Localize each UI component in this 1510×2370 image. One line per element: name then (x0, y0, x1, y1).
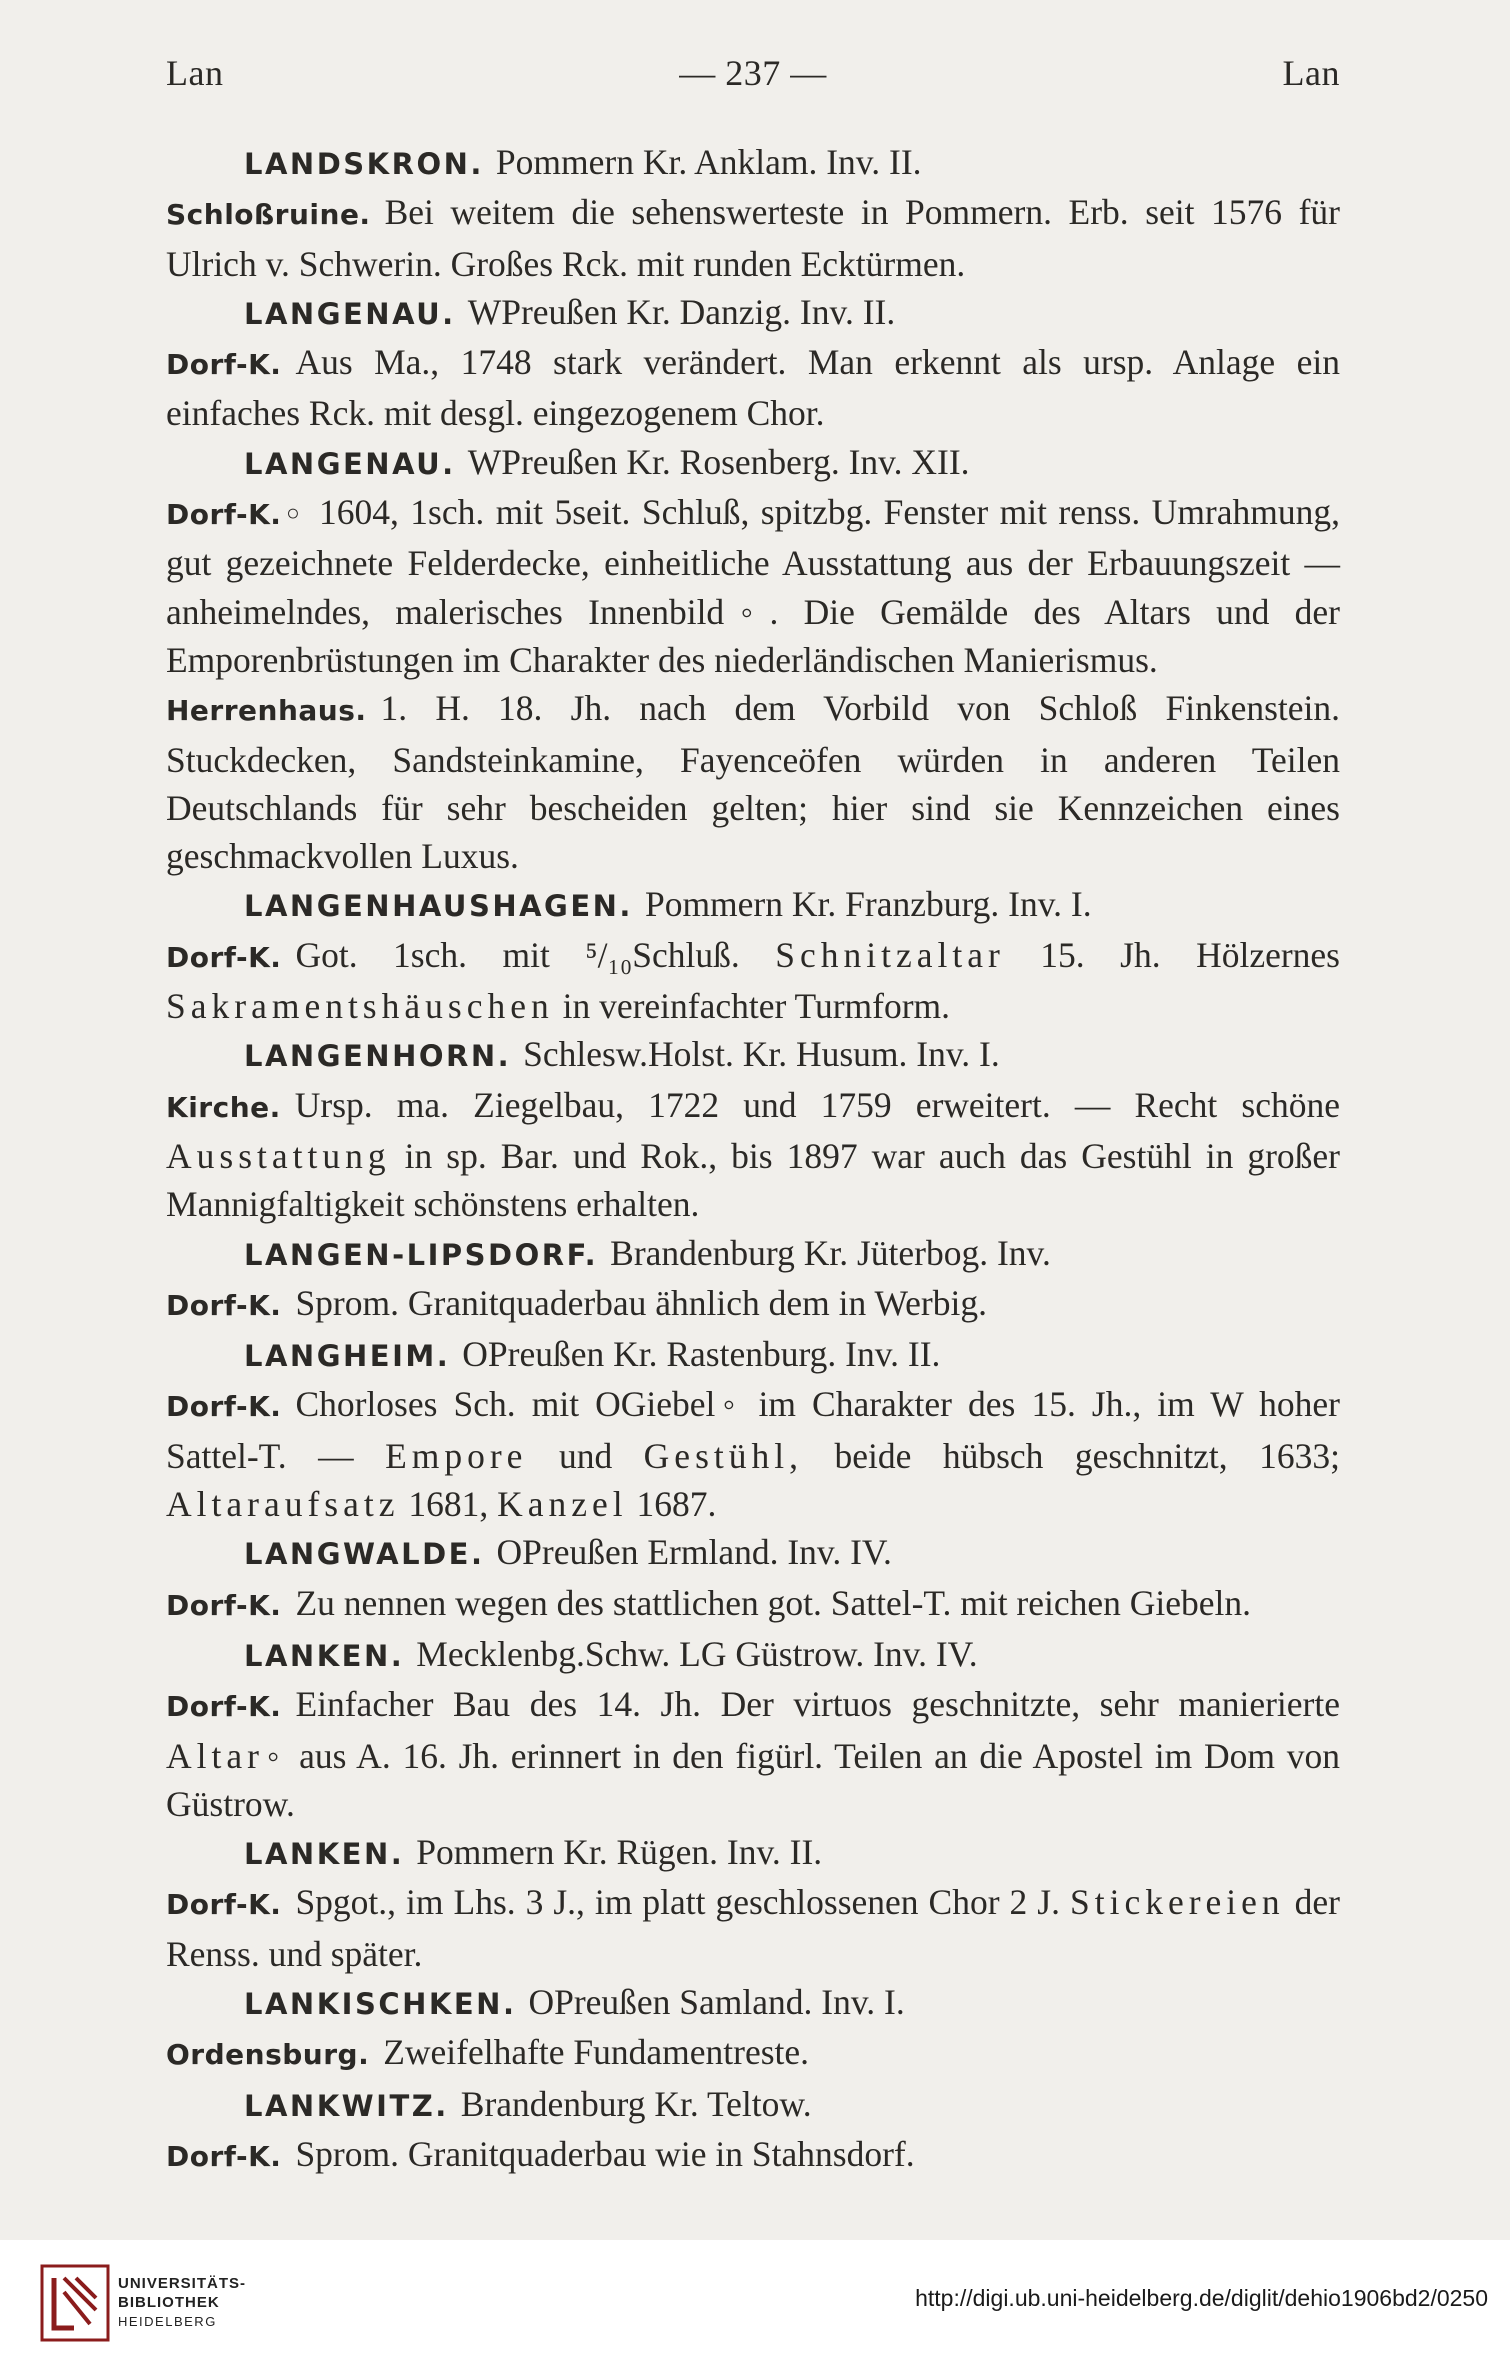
entry-text: 1. H. 18. Jh. nach dem Vorbild von Schloß Finkenstein. Stuckdecken, Sandsteinkamine, Fayenceöfen würden in anderen Teilen Deutschlands für sehr bescheiden gelten; hier sind sie Kennzeichen eines geschmackvollen Luxus. (166, 688, 1340, 877)
entry-paragraph (166, 2130, 1340, 2181)
source-url-link[interactable]: http://digi.ub.uni-heidelberg.de/diglit/dehio1906bd2/0250 (915, 2285, 1488, 2311)
entry-heading (166, 1330, 1340, 1380)
university-library-logo-icon (40, 2264, 110, 2342)
place-name: LANKISCHKEN. (244, 1986, 517, 2021)
spaced-term: Altaraufsatz (166, 1484, 400, 1525)
spaced-term: Kanzel (497, 1484, 628, 1525)
place-name: LANGENAU. (244, 446, 456, 481)
library-name-line: BIBLIOTHEK (118, 2294, 220, 2311)
spaced-term: Stickereien (1069, 1882, 1285, 1923)
building-label: Dorf-K. (166, 1690, 282, 1724)
entry-text: in vereinfachter Turmform. (562, 986, 951, 1027)
running-head-left: Lan (166, 53, 224, 93)
entry-langheim (166, 1330, 1340, 1528)
place-name: LANKEN. (244, 1638, 405, 1673)
entry-paragraph (166, 1579, 1340, 1630)
page-number: — 237 — (679, 53, 827, 93)
library-name-line: UNIVERSITÄTS- (118, 2275, 247, 2292)
entry-text: Chorloses Sch. mit OGiebel◦ im Charakter des 15. Jh., im W hoher Sattel-T. — (166, 1384, 1340, 1476)
place-name: LANDSKRON. (244, 147, 484, 181)
entry-paragraph (166, 188, 1340, 288)
entry-text: aus A. 16. Jh. erinnert in den figürl. Teilen an die Apostel im Dom von Güstrow. (166, 1735, 1340, 1824)
entry-text: Ursp. ma. Ziegelbau, 1722 und 1759 erweitert. — Recht schöne (294, 1084, 1340, 1125)
building-label: Dorf-K. (166, 348, 282, 382)
entry-text: 1687. (636, 1484, 717, 1525)
entry-langenhaushagen (166, 880, 1340, 1030)
building-label: Ordensburg. (166, 2038, 370, 2072)
spaced-term: Ausstattung (166, 1135, 391, 1176)
entry-lankischken (166, 1978, 1340, 2080)
entry-text: beide hübsch geschnitzt, 1633; (834, 1435, 1341, 1476)
entry-heading (166, 438, 1340, 488)
entry-text: Einfacher Bau des 14. Jh. Der virtuos geschnitzte, sehr manierierte (295, 1684, 1340, 1725)
entry-text: 1604, 1sch. mit 5seit. Schluß, spitzbg. Fenster mit renss. Umrahmung, gut gezeichnete Felderdecke, einheitliche Ausstattung aus der Erbauungszeit — anheimelndes, malerisches Innenbild◦. Die Gemälde des Altars und der Emporenbrüstungen im Charakter des niederländischen Manierismus. (166, 492, 1341, 680)
spaced-term: Sakramentshäuschen (166, 986, 554, 1027)
entry-text: Sprom. Granitquaderbau ähnlich dem in Werbig. (295, 1282, 987, 1323)
entry-heading (166, 1528, 1340, 1578)
region-info: Pommern Kr. Rügen. Inv. II. (416, 1832, 823, 1873)
entry-heading (166, 138, 1340, 188)
building-label: Schloßruine. (166, 198, 371, 232)
place-name: LANGEN-LIPSDORF. (244, 1237, 599, 1272)
region-info: Brandenburg Kr. Teltow. (460, 2083, 812, 2124)
entry-text: Zweifelhafte Fundamentreste. (383, 2032, 810, 2073)
region-info: WPreußen Kr. Danzig. Inv. II. (467, 291, 896, 332)
entry-paragraph (166, 2028, 1340, 2079)
spaced-term: Schnitzaltar (775, 934, 1005, 975)
entry-heading (166, 288, 1340, 338)
entry-text: 15. Jh. Hölzernes (1040, 934, 1340, 975)
entry-heading (166, 1229, 1340, 1279)
spaced-term: Gestühl, (643, 1435, 803, 1476)
entry-langwalde (166, 1528, 1340, 1630)
spaced-term: Altar◦ (166, 1735, 288, 1776)
entry-text: und (558, 1435, 613, 1476)
region-info: WPreußen Kr. Rosenberg. Inv. XII. (467, 441, 970, 482)
building-label: Herrenhaus. (166, 694, 367, 728)
place-name: LANGENHORN. (244, 1039, 512, 1074)
building-label: Dorf-K. (166, 1888, 282, 1922)
entry-text: 1681, (408, 1484, 489, 1525)
building-label: Dorf-K. (166, 2139, 282, 2173)
place-name: LANKEN. (244, 1837, 405, 1872)
entry-text: der Renss. und später. (166, 1882, 1341, 1974)
running-head-right: Lan (1282, 53, 1340, 93)
entry-heading (166, 1828, 1340, 1878)
entry-text: Got. 1sch. mit ⁵/₁₀Schluß. (295, 934, 740, 975)
entry-paragraph (166, 1279, 1340, 1330)
entry-langenau-danzig (166, 288, 1340, 438)
library-name (118, 2274, 246, 2331)
region-info: OPreußen Kr. Rastenburg. Inv. II. (462, 1334, 941, 1375)
entry-text: Bei weitem die sehenswerteste in Pommern. Erb. seit 1576 für Ulrich v. Schwerin. Großes Rck. mit runden Ecktürmen. (166, 192, 1340, 284)
entry-heading (166, 1978, 1340, 2028)
entry-paragraph (166, 338, 1340, 438)
digitization-footer (0, 2240, 1510, 2370)
place-name: LANGHEIM. (244, 1339, 451, 1374)
running-head (166, 52, 1340, 94)
entry-langen-lipsdorf (166, 1229, 1340, 1331)
entry-text: in sp. Bar. und Rok., bis 1897 war auch das Gestühl in großer Mannigfaltigkeit schönstens erhalten. (166, 1135, 1340, 1225)
entry-heading (166, 1630, 1340, 1680)
entry-paragraph (166, 684, 1340, 880)
entry-langenhorn (166, 1030, 1340, 1228)
entry-heading (166, 880, 1340, 930)
region-info: OPreußen Samland. Inv. I. (528, 1981, 905, 2022)
building-label: Dorf-K.◦ (166, 498, 305, 532)
entry-text: Zu nennen wegen des stattlichen got. Sattel-T. mit reichen Giebeln. (295, 1582, 1252, 1623)
entry-paragraph (166, 931, 1340, 1031)
region-info: Schlesw.Holst. Kr. Husum. Inv. I. (523, 1034, 1000, 1075)
entry-lanken-mecklenburg (166, 1630, 1340, 1828)
entry-text: Spgot., im Lhs. 3 J., im platt geschlossenen Chor 2 J. (295, 1882, 1060, 1923)
place-name: LANGENAU. (244, 296, 456, 331)
building-label: Dorf-K. (166, 1390, 282, 1424)
entries-body (166, 138, 1340, 2181)
building-label: Dorf-K. (166, 940, 282, 974)
place-name: LANKWITZ. (244, 2088, 449, 2123)
place-name: LANGENHAUSHAGEN. (244, 889, 633, 924)
entry-heading (166, 1030, 1340, 1080)
spaced-term: Empore (385, 1435, 528, 1476)
region-info: Mecklenbg.Schw. LG Güstrow. Inv. IV. (416, 1633, 978, 1674)
region-info: Pommern Kr. Franzburg. Inv. I. (644, 884, 1092, 925)
library-city: HEIDELBERG (118, 2314, 217, 2329)
entry-text: Sprom. Granitquaderbau wie in Stahnsdorf. (295, 2133, 915, 2174)
entry-paragraph (166, 1081, 1340, 1229)
entry-lankwitz (166, 2080, 1340, 2182)
place-name: LANGWALDE. (244, 1537, 485, 1572)
building-label: Dorf-K. (166, 1288, 282, 1322)
entry-landskron (166, 138, 1340, 288)
entry-paragraph (166, 1878, 1340, 1978)
entry-heading (166, 2080, 1340, 2130)
entry-paragraph (166, 1380, 1340, 1528)
entry-paragraph (166, 488, 1340, 684)
building-label: Kirche. (166, 1090, 281, 1124)
entry-paragraph (166, 1680, 1340, 1828)
entry-text: Aus Ma., 1748 stark verändert. Man erkennt als ursp. Anlage ein einfaches Rck. mit desgl. eingezogenem Chor. (166, 342, 1340, 434)
region-info: OPreußen Ermland. Inv. IV. (496, 1532, 892, 1573)
region-info: Pommern Kr. Anklam. Inv. II. (495, 142, 922, 182)
region-info: Brandenburg Kr. Jüterbog. Inv. (610, 1232, 1051, 1273)
building-label: Dorf-K. (166, 1588, 282, 1622)
entry-langenau-rosenberg (166, 438, 1340, 881)
entry-lanken-pommern (166, 1828, 1340, 1978)
